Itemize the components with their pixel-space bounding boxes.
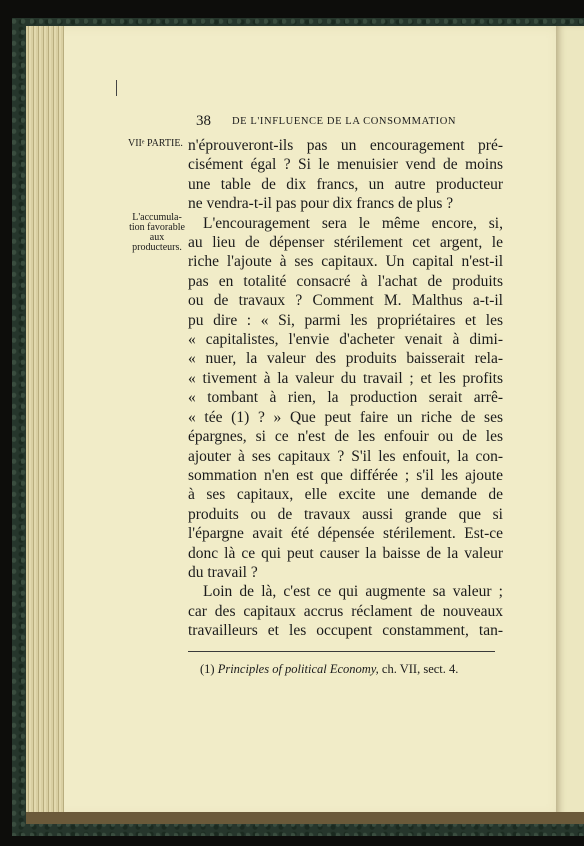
text-line: donc là ce qui peut causer la baisse de la valeur [188,544,503,562]
footnote [200,662,458,677]
text-line: produits ou de travaux aussi grande que si [188,505,503,523]
text-line: riche l'ajoute à ses capitaux. Un capital n'est-il [188,253,503,271]
footnote-title: Principles of political Economy, [217,662,379,676]
text-line: à ses capitaux, elle excite une demande de [188,486,503,504]
text-line: sommation n'en est que différée ; s'il les ajoute [188,466,503,484]
text-line: ou de travaux ? Comment M. Malthus a-t-il [188,292,503,310]
running-title: DE L'INFLUENCE DE LA CONSOMMATION [232,116,457,127]
body-text [188,136,503,641]
pencil-mark [116,80,117,96]
margin-part-label: VIIᵉ PARTIE. [128,138,183,149]
text-line: L'encouragement sera le même encore, si, [203,214,503,232]
margin-note [124,213,190,253]
facing-page-edge [556,26,584,820]
book-bottom-edge [26,812,584,824]
text-line: cisément égal ? Si le menuisier vend de moins [188,156,503,174]
footnote-marker: (1) [200,662,215,676]
text-line: au lieu de dépenser stérilement cet argent, le [188,234,503,252]
text-line: travailleurs et les occupent constamment, tan- [188,622,503,640]
text-line: pas en totalité consacré à l'achat de produits [188,272,503,290]
text-line: car des capitaux accrus réclament de nouveaux [188,602,503,620]
footnote-rule [188,651,495,652]
text-line: du travail ? [188,563,258,581]
page-number: 38 [196,113,211,129]
page-header [196,113,496,133]
text-line: « capitalistes, l'envie d'acheter venait à dimi- [188,331,503,349]
footnote-reference: ch. VII, sect. 4. [381,662,459,676]
text-line: « nuer, la valeur des produits baisserait rela- [188,350,503,368]
text-line: pu dire : « Si, parmi les propriétaires et les [188,311,503,329]
text-line: « tée (1) ? » Que peut faire un riche de ses [188,408,503,426]
text-line: une table de dix francs, un autre producteur [188,175,503,193]
margin-note-line: producteurs. [132,242,182,253]
text-line: « tivement à la valeur du travail ; et les profits [188,369,503,387]
text-line: ajouter à ses capitaux ? S'il les enfouit, la con- [188,447,503,465]
page-edges [26,26,66,820]
margin-note-line: L'accumula- [132,212,182,223]
text-line: « tombant à rien, la production serait arrê- [188,389,503,407]
text-line: ne vendra-t-il pas pour dix francs de plus ? [188,195,454,213]
text-line: Loin de là, c'est ce qui augmente sa valeur ; [203,583,503,601]
text-line: épargnes, si ce n'est de les enfouir ou de les [188,428,503,446]
margin-note-line: tion favorable [129,222,185,233]
text-line: n'éprouveront-ils pas un encouragement pré- [188,137,503,154]
margin-note-line: aux [149,232,165,243]
text-line: l'épargne avait été dépensée stérilement. Est-ce [188,525,503,543]
